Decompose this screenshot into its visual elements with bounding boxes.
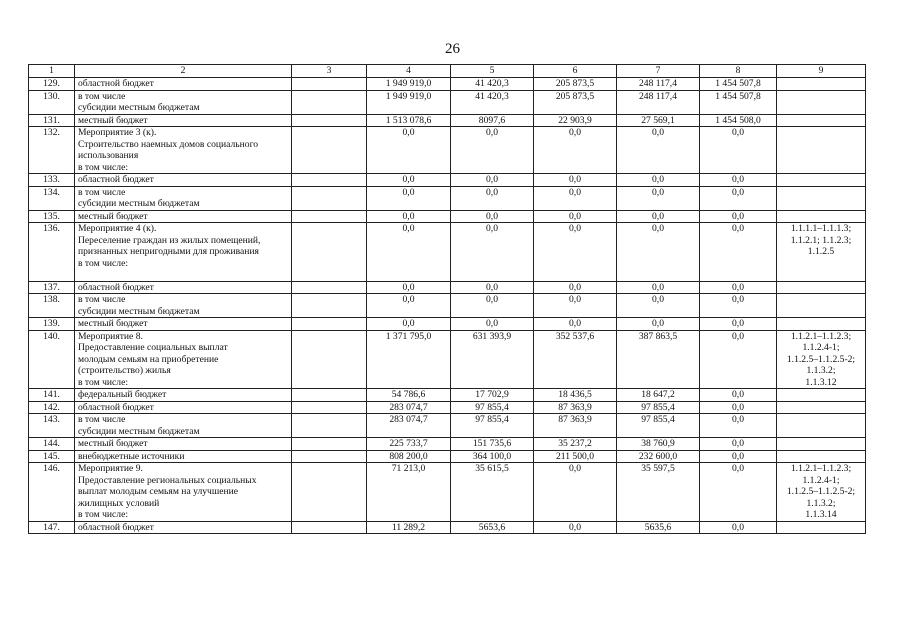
value-cell-c6: 0,0 [534,294,617,318]
row-name-line: в том числе [78,414,126,425]
indicator-cell [777,174,866,187]
value-cell-c4: 1 513 078,6 [367,114,451,127]
value-cell-c4: 1 949 919,0 [367,90,451,114]
table-row [29,281,866,294]
indicator-line: 1.1.2.4-1; [802,342,840,353]
value-cell-c8: 0,0 [700,174,777,187]
row-name-line: федеральный бюджет [78,389,167,400]
value-cell-c6: 0,0 [534,223,617,282]
value-cell-c3 [292,78,367,91]
row-name-line: местный бюджет [78,210,148,222]
row-name-line: Переселение граждан из жилых помещений, [78,234,261,246]
row-name [75,521,292,534]
value-cell-c5: 0,0 [451,281,534,294]
value-cell-c8: 0,0 [700,127,777,174]
value-cell-c3 [292,90,367,114]
indicator-cell [777,414,866,438]
value-cell-c3 [292,174,367,187]
row-number: 131. [29,114,75,127]
indicator-line: 1.1.2.1–1.1.2.3; [790,463,852,474]
value-cell-c7: 0,0 [617,127,700,174]
row-name [75,186,292,210]
indicator-line: 1.1.3.2; [806,365,836,376]
indicator-cell [777,127,866,174]
value-cell-c7: 0,0 [617,186,700,210]
row-name [75,78,292,91]
value-cell-c3 [292,521,367,534]
table-row [29,223,866,282]
value-cell-c8: 1 454 508,0 [700,114,777,127]
value-cell-c8: 0,0 [700,389,777,402]
value-cell-c6: 87 363,9 [534,414,617,438]
row-name [75,174,292,187]
table-row [29,450,866,463]
table-row [29,438,866,451]
column-header-8: 8 [700,65,777,78]
row-name-line: в том числе [78,294,126,305]
value-cell-c7: 18 647,2 [617,389,700,402]
table-row [29,414,866,438]
value-cell-c4: 0,0 [367,294,451,318]
value-cell-c4: 0,0 [367,281,451,294]
value-cell-c5: 0,0 [451,223,534,282]
value-cell-c6: 0,0 [534,521,617,534]
column-header-4: 4 [367,65,451,78]
row-number: 146. [29,463,75,522]
value-cell-c5: 0,0 [451,186,534,210]
indicator-cell [777,281,866,294]
value-cell-c4: 1 949 919,0 [367,78,451,91]
value-cell-c7: 97 855,4 [617,414,700,438]
value-cell-c8: 0,0 [700,330,777,389]
value-cell-c7: 5635,6 [617,521,700,534]
indicator-cell [777,78,866,91]
row-number: 133. [29,174,75,187]
row-name [75,90,292,114]
row-name-line: субсидии местным бюджетам [78,198,200,209]
value-cell-c8: 0,0 [700,281,777,294]
value-cell-c6: 352 537,6 [534,330,617,389]
value-cell-c7: 27 569,1 [617,114,700,127]
table-row [29,463,866,522]
row-name-line: в том числе [78,90,126,102]
value-cell-c8: 0,0 [700,223,777,282]
value-cell-c5: 0,0 [451,127,534,174]
value-cell-c7: 0,0 [617,318,700,331]
value-cell-c3 [292,281,367,294]
value-cell-c5: 8097,6 [451,114,534,127]
table-row [29,521,866,534]
value-cell-c5: 0,0 [451,210,534,223]
row-name-line: областной бюджет [78,281,154,293]
row-name-line: субсидии местным бюджетам [78,425,200,437]
row-name [75,463,292,522]
indicator-cell [777,90,866,114]
indicator-line: 1.1.2.4-1; [802,474,840,486]
value-cell-c3 [292,223,367,282]
row-number: 137. [29,281,75,294]
row-number: 134. [29,186,75,210]
value-cell-c6: 35 237,2 [534,438,617,451]
value-cell-c5: 41 420,3 [451,90,534,114]
row-number: 130. [29,90,75,114]
value-cell-c3 [292,401,367,414]
row-name [75,281,292,294]
row-number: 135. [29,210,75,223]
table-row [29,210,866,223]
indicator-cell [777,114,866,127]
value-cell-c4: 71 213,0 [367,463,451,522]
value-cell-c6: 87 363,9 [534,401,617,414]
column-header-9: 9 [777,65,866,78]
row-name-line: Мероприятие 8. [78,330,143,342]
value-cell-c5: 364 100,0 [451,450,534,463]
value-cell-c3 [292,210,367,223]
indicator-line: 1.1.3.2; [806,497,836,509]
value-cell-c6: 0,0 [534,174,617,187]
row-name-line: субсидии местным бюджетам [78,305,200,317]
value-cell-c5: 97 855,4 [451,414,534,438]
value-cell-c8: 0,0 [700,463,777,522]
row-name-line: выплат молодым семьям на улучшение [78,486,239,497]
indicator-line: 1.1.2.5–1.1.2.5-2; [786,353,856,365]
row-name [75,389,292,402]
value-cell-c6: 18 436,5 [534,389,617,402]
row-name-line: областной бюджет [78,401,154,413]
indicator-cell [777,438,866,451]
indicator-cell [777,401,866,414]
row-number: 140. [29,330,75,389]
column-header-7: 7 [617,65,700,78]
table-row [29,78,866,91]
value-cell-c6: 0,0 [534,127,617,174]
row-number: 136. [29,223,75,282]
value-cell-c6: 22 903,9 [534,114,617,127]
column-header-2: 2 [75,65,292,78]
value-cell-c5: 0,0 [451,174,534,187]
value-cell-c3 [292,414,367,438]
value-cell-c7: 248 117,4 [617,90,700,114]
value-cell-c7: 0,0 [617,210,700,223]
budget-table [28,64,866,534]
row-number: 138. [29,294,75,318]
table-row [29,186,866,210]
value-cell-c7: 248 117,4 [617,78,700,91]
value-cell-c8: 0,0 [700,318,777,331]
value-cell-c8: 0,0 [700,210,777,223]
row-name-line: в том числе: [78,376,129,388]
value-cell-c7: 35 597,5 [617,463,700,522]
indicator-cell [777,318,866,331]
indicator-line: 1.1.2.1–1.1.2.3; [790,330,852,342]
value-cell-c4: 283 074,7 [367,414,451,438]
row-name [75,438,292,451]
value-cell-c5: 35 615,5 [451,463,534,522]
row-number: 132. [29,127,75,174]
value-cell-c4: 808 200,0 [367,450,451,463]
row-name-line: областной бюджет [78,78,154,89]
value-cell-c4: 0,0 [367,174,451,187]
indicator-line: 1.1.2.5 [807,246,835,257]
value-cell-c5: 97 855,4 [451,401,534,414]
value-cell-c6: 211 500,0 [534,450,617,463]
value-cell-c4: 0,0 [367,223,451,282]
value-cell-c6: 205 873,5 [534,78,617,91]
value-cell-c5: 0,0 [451,318,534,331]
row-name [75,401,292,414]
value-cell-c6: 0,0 [534,186,617,210]
value-cell-c4: 11 289,2 [367,521,451,534]
indicator-line: 1.1.3.14 [805,509,837,520]
value-cell-c3 [292,114,367,127]
row-name-line: молодым семьям на приобретение [78,353,219,365]
indicator-cell [777,389,866,402]
row-name-line: Мероприятие 9. [78,463,143,474]
value-cell-c4: 225 733,7 [367,438,451,451]
value-cell-c3 [292,186,367,210]
row-name-line: Мероприятие 4 (к). [78,223,157,234]
row-number: 145. [29,450,75,463]
value-cell-c5: 0,0 [451,294,534,318]
row-name-line: в том числе: [78,161,129,173]
value-cell-c5: 17 702,9 [451,389,534,402]
value-cell-c8: 1 454 507,8 [700,90,777,114]
row-name-line: в том числе: [78,509,129,520]
value-cell-c8: 0,0 [700,414,777,438]
column-header-1: 1 [29,65,75,78]
value-cell-c3 [292,438,367,451]
row-number: 142. [29,401,75,414]
row-name-line: областной бюджет [78,174,154,185]
table-header-row [29,65,866,78]
row-number: 139. [29,318,75,331]
row-name-line: Строительство наемных домов социального [78,138,259,150]
table-row [29,318,866,331]
indicator-line: 1.1.2.5–1.1.2.5-2; [786,486,856,497]
value-cell-c6: 0,0 [534,463,617,522]
indicator-cell [777,521,866,534]
value-cell-c4: 0,0 [367,186,451,210]
column-header-3: 3 [292,65,367,78]
value-cell-c4: 283 074,7 [367,401,451,414]
row-number: 143. [29,414,75,438]
value-cell-c4: 54 786,6 [367,389,451,402]
row-name [75,450,292,463]
value-cell-c8: 0,0 [700,401,777,414]
indicator-cell [777,223,866,282]
row-number: 147. [29,521,75,534]
value-cell-c6: 0,0 [534,210,617,223]
table-row [29,114,866,127]
indicator-cell [777,463,866,522]
table-body [29,78,866,534]
row-name-line: признанных непригодными для проживания [78,246,259,257]
indicator-cell [777,210,866,223]
row-number: 141. [29,389,75,402]
row-name-line: Мероприятие 3 (к). [78,127,157,138]
row-name [75,330,292,389]
value-cell-c3 [292,318,367,331]
table-row [29,174,866,187]
row-number: 144. [29,438,75,451]
row-name-line: местный бюджет [78,438,148,449]
value-cell-c4: 1 371 795,0 [367,330,451,389]
value-cell-c7: 387 863,5 [617,330,700,389]
row-name-line: областной бюджет [78,521,154,533]
row-name-line: использования [78,150,139,161]
value-cell-c7: 97 855,4 [617,401,700,414]
indicator-line: 1.1.2.1; 1.1.2.3; [790,234,852,246]
row-name-line: в том числе: [78,257,129,269]
value-cell-c8: 0,0 [700,438,777,451]
column-header-5: 5 [451,65,534,78]
value-cell-c7: 232 600,0 [617,450,700,463]
row-name [75,210,292,223]
table-row [29,401,866,414]
indicator-cell [777,330,866,389]
value-cell-c8: 0,0 [700,450,777,463]
value-cell-c3 [292,389,367,402]
indicator-cell [777,186,866,210]
column-header-6: 6 [534,65,617,78]
value-cell-c4: 0,0 [367,210,451,223]
table-row [29,294,866,318]
row-name [75,114,292,127]
value-cell-c7: 0,0 [617,294,700,318]
value-cell-c6: 205 873,5 [534,90,617,114]
value-cell-c7: 0,0 [617,223,700,282]
value-cell-c7: 38 760,9 [617,438,700,451]
row-name-line: местный бюджет [78,318,148,329]
value-cell-c7: 0,0 [617,281,700,294]
value-cell-c8: 0,0 [700,294,777,318]
table-row [29,127,866,174]
row-name [75,127,292,174]
value-cell-c5: 151 735,6 [451,438,534,451]
row-name [75,318,292,331]
row-name-line: в том числе [78,186,126,198]
value-cell-c3 [292,294,367,318]
value-cell-c6: 0,0 [534,318,617,331]
value-cell-c3 [292,330,367,389]
row-name-line: жилищных условий [78,497,160,509]
indicator-line: 1.1.3.12 [805,376,837,388]
row-name-line [78,269,288,281]
value-cell-c4: 0,0 [367,127,451,174]
row-name-line: Предоставление социальных выплат [78,342,228,353]
row-name-line: субсидии местным бюджетам [78,102,200,113]
value-cell-c3 [292,450,367,463]
value-cell-c8: 0,0 [700,521,777,534]
row-name-line: (строительство) жилья [78,365,171,376]
value-cell-c5: 631 393,9 [451,330,534,389]
value-cell-c7: 0,0 [617,174,700,187]
row-name-line: местный бюджет [78,114,148,126]
value-cell-c5: 41 420,3 [451,78,534,91]
row-name-line: внебюджетные источники [78,450,185,462]
indicator-cell [777,450,866,463]
indicator-line: 1.1.1.1–1.1.1.3; [790,223,852,234]
value-cell-c8: 0,0 [700,186,777,210]
row-name-line: Предоставление региональных социальных [78,474,257,486]
row-name [75,414,292,438]
value-cell-c5: 5653,6 [451,521,534,534]
value-cell-c3 [292,127,367,174]
row-name [75,223,292,282]
indicator-cell [777,294,866,318]
value-cell-c4: 0,0 [367,318,451,331]
row-name [75,294,292,318]
table-row [29,330,866,389]
table-row [29,389,866,402]
table-row [29,90,866,114]
page-number: 26 [445,41,460,57]
value-cell-c8: 1 454 507,8 [700,78,777,91]
value-cell-c6: 0,0 [534,281,617,294]
row-number: 129. [29,78,75,91]
value-cell-c3 [292,463,367,522]
